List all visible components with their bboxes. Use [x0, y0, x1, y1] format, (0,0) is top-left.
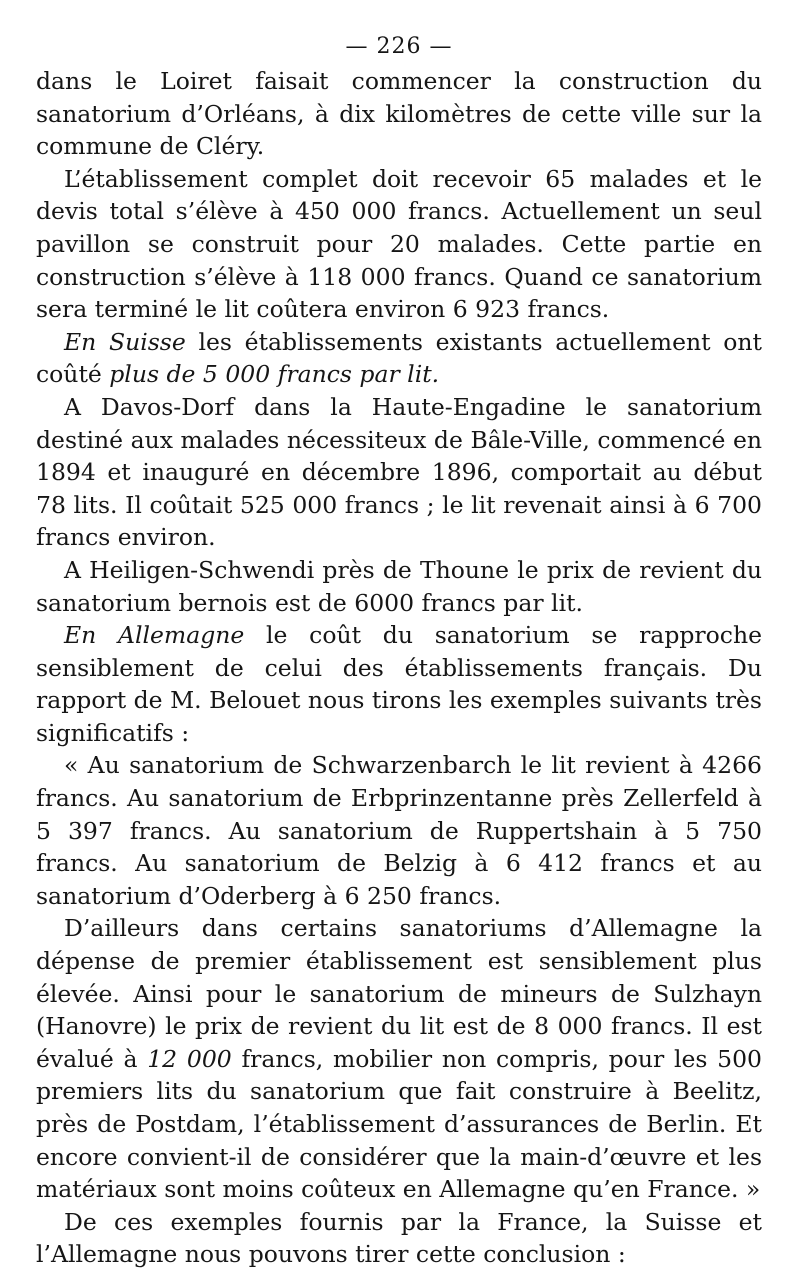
paragraph-8	[36, 912, 762, 1205]
page-number: — 226 —	[345, 34, 453, 59]
text-run: A Davos-Dorf dans la Haute-Engadine le sanatorium destiné aux malades nécessiteux de Bâle-Ville, commencé en 1894 et inauguré en décembre 1896, comportait au début 78 lits. Il coûtait 525 000 francs ; le lit revenait ainsi à 6 700 francs environ.	[36, 392, 762, 552]
paragraph-5	[36, 554, 762, 619]
italic-text: En Allemagne	[64, 621, 245, 650]
text-run: « Au sanatorium de Schwarzenbarch le lit revient à 4266 francs. Au sanatorium de Erbprinzentanne près Zellerfeld à 5 397 francs. Au sanatorium de Ruppertshain à 5 750 francs. Au sanatorium de Belzig à 6 412 francs et au sanatorium d’Oderberg à 6 250 francs.	[36, 751, 762, 910]
text-run: le coût du sanatorium se rapproche sensiblement de celui des établissements français. Du rapport de M. Belouet nous tirons les exemples suivants très significatifs :	[36, 621, 762, 747]
paragraph-2	[36, 163, 762, 326]
paragraph-7	[36, 749, 762, 912]
paragraph-3	[36, 326, 762, 391]
italic-text: 12 000	[147, 1044, 232, 1073]
paragraph-6	[36, 619, 762, 749]
paragraph-1	[36, 65, 762, 163]
text-run: D’ailleurs dans certains sanatoriums d’Allemagne la dépense de premier établissement est sensiblement plus élevée. Ainsi pour le sanatorium de mineurs de Sulzhayn (Hanovre) le prix de revient du lit est de 8 000 francs. Il est évalué à	[36, 914, 762, 1073]
paragraph-4	[36, 391, 762, 554]
paragraph-9	[36, 1206, 762, 1271]
text-run: dans le Loiret faisait commencer la construction du sanatorium d’Orléans, à dix kilomètres de cette ville sur la commune de Cléry.	[36, 67, 762, 161]
italic-text: plus de 5 000 francs par lit.	[109, 360, 440, 389]
body-text	[36, 65, 762, 1271]
text-run: De ces exemples fournis par la France, la Suisse et l’Allemagne nous pouvons tirer cette conclusion :	[36, 1207, 762, 1269]
text-run: francs, mobilier non compris, pour les 500 premiers lits du sanatorium que fait construire à Beelitz, près de Postdam, l’établissement d’assurances de Berlin. Et encore convient-il de considérer que la main-d’œuvre et les matériaux sont moins coûteux en Allemagne qu’en France. »	[36, 1044, 763, 1204]
text-run: A Heiligen-Schwendi près de Thoune le prix de revient du sanatorium bernois est de 6000 francs par lit.	[36, 555, 762, 617]
text-run: L’établissement complet doit recevoir 65 malades et le devis total s’élève à 450 000 francs. Actuellement un seul pavillon se construit pour 20 malades. Cette partie en construction s’élève à 118 000 francs. Quand ce sanatorium sera terminé le lit coûtera environ 6 923 francs.	[36, 164, 762, 324]
italic-text: En Suisse	[64, 327, 186, 356]
text-run: les établissements existants actuellement ont coûté	[36, 327, 762, 389]
